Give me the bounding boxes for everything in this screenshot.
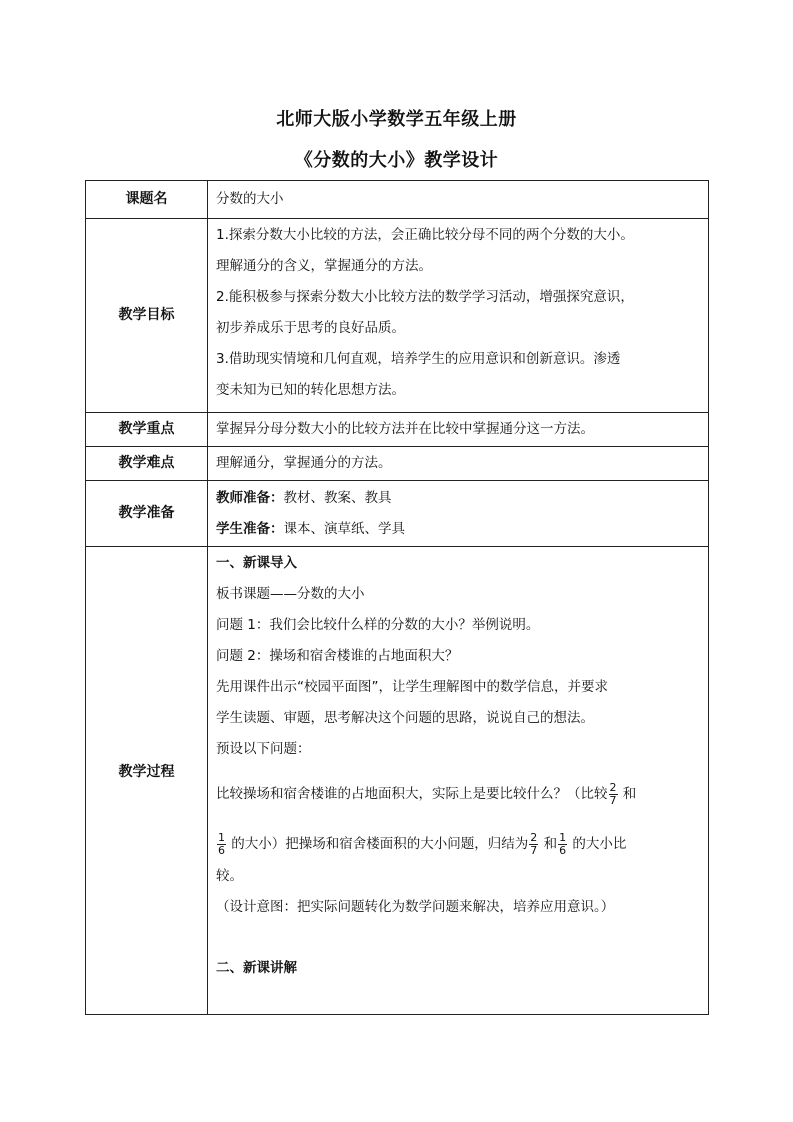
fraction-numerator: 1 bbox=[218, 830, 225, 844]
row-goals bbox=[86, 219, 709, 413]
fraction-numerator: 2 bbox=[530, 830, 538, 844]
fraction-numerator: 2 bbox=[609, 780, 617, 794]
label-process: 教学过程 bbox=[86, 547, 208, 1015]
process-line: 先用课件出示“校园平面图”，让学生理解图中的数学信息，并要求 bbox=[216, 679, 608, 695]
label-topic: 课题名 bbox=[86, 181, 208, 219]
fraction-denominator: 6 bbox=[218, 843, 225, 857]
teacher-preparation-label: 教师准备： bbox=[216, 489, 284, 506]
fraction bbox=[529, 832, 538, 857]
goal-line: 变未知为已知的转化思想方法。 bbox=[216, 382, 405, 398]
row-key-points bbox=[86, 413, 709, 447]
fraction-denominator: 6 bbox=[559, 843, 567, 857]
value-goals bbox=[208, 219, 709, 413]
process-line: 问题 1：我们会比较什么样的分数的大小？举例说明。 bbox=[216, 617, 540, 633]
fraction bbox=[609, 782, 618, 807]
fraction bbox=[217, 832, 226, 857]
teacher-preparation-value: 教材、教案、教具 bbox=[283, 489, 392, 506]
label-difficulties: 教学难点 bbox=[86, 447, 208, 481]
value-key-points: 掌握异分母分数大小的比较方法并在比较中掌握通分这一方法。 bbox=[208, 413, 709, 447]
process-line: 问题 2：操场和宿舍楼谁的占地面积大？ bbox=[216, 648, 459, 664]
label-preparation: 教学准备 bbox=[86, 481, 208, 547]
section-heading-intro: 一、新课导入 bbox=[216, 555, 297, 571]
value-process bbox=[208, 547, 709, 1015]
section-heading-lecture: 二、新课讲解 bbox=[216, 960, 297, 976]
goal-line: 3.借助现实情境和几何直观，培养学生的应用意识和创新意识。渗透 bbox=[216, 351, 621, 367]
fraction-denominator: 7 bbox=[609, 793, 617, 807]
and-word: 和 bbox=[543, 836, 558, 852]
row-difficulties bbox=[86, 447, 709, 481]
value-preparation bbox=[208, 481, 709, 547]
compare-text: 的大小比 bbox=[572, 836, 627, 852]
process-line: 预设以下问题： bbox=[216, 741, 311, 757]
fraction bbox=[558, 832, 567, 857]
row-topic bbox=[86, 181, 709, 219]
goal-line: 2.能积极参与探索分数大小比较方法的数学学习活动，增强探究意识， bbox=[216, 289, 634, 305]
row-preparation bbox=[86, 481, 709, 547]
fraction-denominator: 7 bbox=[530, 843, 538, 857]
value-difficulties: 理解通分，掌握通分的方法。 bbox=[208, 447, 709, 481]
row-process bbox=[86, 547, 709, 1015]
document-title: 北师大版小学数学五年级上册 bbox=[276, 109, 517, 130]
student-preparation bbox=[216, 514, 702, 545]
process-line: 较。 bbox=[216, 868, 243, 884]
process-line: 板书课题——分数的大小 bbox=[216, 586, 365, 602]
goal-line: 理解通分的含义，掌握通分的方法。 bbox=[216, 258, 432, 274]
value-topic: 分数的大小 bbox=[208, 181, 709, 219]
compare-text: 比较操场和宿舍楼谁的占地面积大，实际上是要比较什么？（比较 bbox=[216, 786, 608, 802]
lesson-plan-table bbox=[85, 180, 709, 1015]
process-line bbox=[216, 777, 702, 811]
fraction-numerator: 1 bbox=[559, 830, 567, 844]
process-line: 学生读题、审题，思考解决这个问题的思路，说说自己的想法。 bbox=[216, 710, 594, 726]
design-intent: （设计意图：把实际问题转化为数学问题来解决，培养应用意识。） bbox=[216, 899, 615, 915]
goal-line: 1.探索分数大小比较的方法，会正确比较分母不同的两个分数的大小。 bbox=[216, 227, 634, 243]
teacher-preparation bbox=[216, 483, 702, 514]
student-preparation-label: 学生准备： bbox=[216, 520, 284, 537]
label-goals: 教学目标 bbox=[86, 219, 208, 413]
goal-line: 初步养成乐于思考的良好品质。 bbox=[216, 320, 405, 336]
and-word: 和 bbox=[622, 786, 637, 802]
process-line bbox=[216, 827, 702, 861]
compare-text: 的大小）把操场和宿舍楼面积的大小问题，归结为 bbox=[231, 836, 529, 852]
label-key-points: 教学重点 bbox=[86, 413, 208, 447]
student-preparation-value: 课本、演草纸、学具 bbox=[283, 520, 405, 537]
document-subtitle: 《分数的大小》教学设计 bbox=[294, 150, 499, 171]
